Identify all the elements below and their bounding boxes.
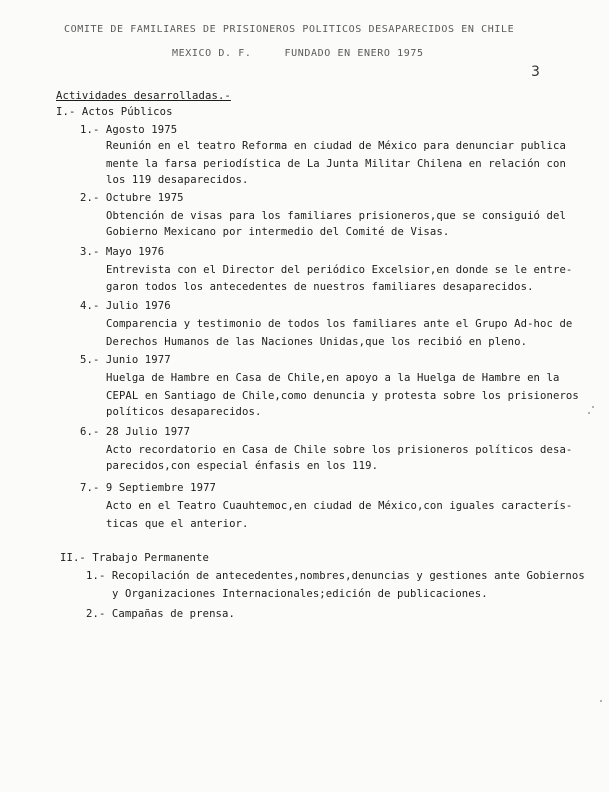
page-number: 3 [531, 64, 540, 80]
activity-7-heading: 7.- 9 Septiembre 1977 [80, 482, 217, 494]
activity-6-line-1: Acto recordatorio en Casa de Chile sobre los prisioneros políticos desa- [106, 444, 573, 456]
activity-1-line-1: Reunión en el teatro Reforma en ciudad de México para denunciar publica [106, 140, 566, 152]
activity-4-line-2: Derechos Humanos de las Naciones Unidas,que los recibió en pleno. [106, 336, 528, 348]
activity-7-line-1: Acto en el Teatro Cuauhtemoc,en ciudad de México,con iguales caracterís- [106, 500, 573, 512]
activity-1-line-3: los 119 desaparecidos. [106, 174, 249, 186]
activity-2-line-2: Gobierno Mexicano por intermedio del Comité de Visas. [106, 226, 450, 238]
activity-3-line-2: garon todos los antecedentes de nuestros familiares desaparecidos. [106, 281, 534, 293]
activity-4-line-1: Comparencia y testimonio de todos los familiares ante el Grupo Ad-hoc de [106, 318, 573, 330]
activity-7-line-2: ticas que el anterior. [106, 518, 249, 530]
activity-5-heading: 5.- Junio 1977 [80, 354, 171, 366]
permanent-work-2-heading: 2.- Campañas de prensa. [86, 608, 235, 620]
permanent-work-1-line-1: y Organizaciones Internacionales;edición de publicaciones. [112, 588, 488, 600]
activity-5-line-1: Huelga de Hambre en Casa de Chile,en apoyo a la Huelga de Hambre en la [106, 372, 560, 384]
part2-heading: II.- Trabajo Permanente [60, 552, 209, 564]
header-committee-name: COMITE DE FAMILIARES DE PRISIONEROS POLITICOS DESAPARECIDOS EN CHILE [64, 24, 515, 35]
activity-5-line-3: políticos desaparecidos. [106, 406, 262, 418]
part1-heading: I.- Actos Públicos [56, 106, 173, 118]
activity-3-line-1: Entrevista con el Director del periódico Excelsior,en donde se le entre- [106, 264, 573, 276]
header-location-founded: MEXICO D. F. FUNDADO EN ENERO 1975 [172, 48, 424, 59]
activity-3-heading: 3.- Mayo 1976 [80, 246, 165, 258]
activity-6-line-2: parecidos,con especial énfasis en los 119. [106, 460, 379, 472]
activity-4-heading: 4.- Julio 1976 [80, 300, 171, 312]
activity-1-heading: 1.- Agosto 1975 [80, 124, 178, 136]
activity-1-line-2: mente la farsa periodística de La Junta Militar Chilena en relación con [106, 158, 566, 170]
activity-5-line-2: CEPAL en Santiago de Chile,como denuncia y protesta sobre los prisioneros [106, 390, 579, 402]
activity-2-line-1: Obtención de visas para los familiares prisioneros,que se consiguió del [106, 210, 566, 222]
activity-2-heading: 2.- Octubre 1975 [80, 192, 184, 204]
activity-6-heading: 6.- 28 Julio 1977 [80, 426, 191, 438]
section-title: Actividades desarrolladas.- [56, 90, 231, 102]
permanent-work-1-heading: 1.- Recopilación de antecedentes,nombres,denuncias y gestiones ante Gobiernos [86, 570, 585, 582]
